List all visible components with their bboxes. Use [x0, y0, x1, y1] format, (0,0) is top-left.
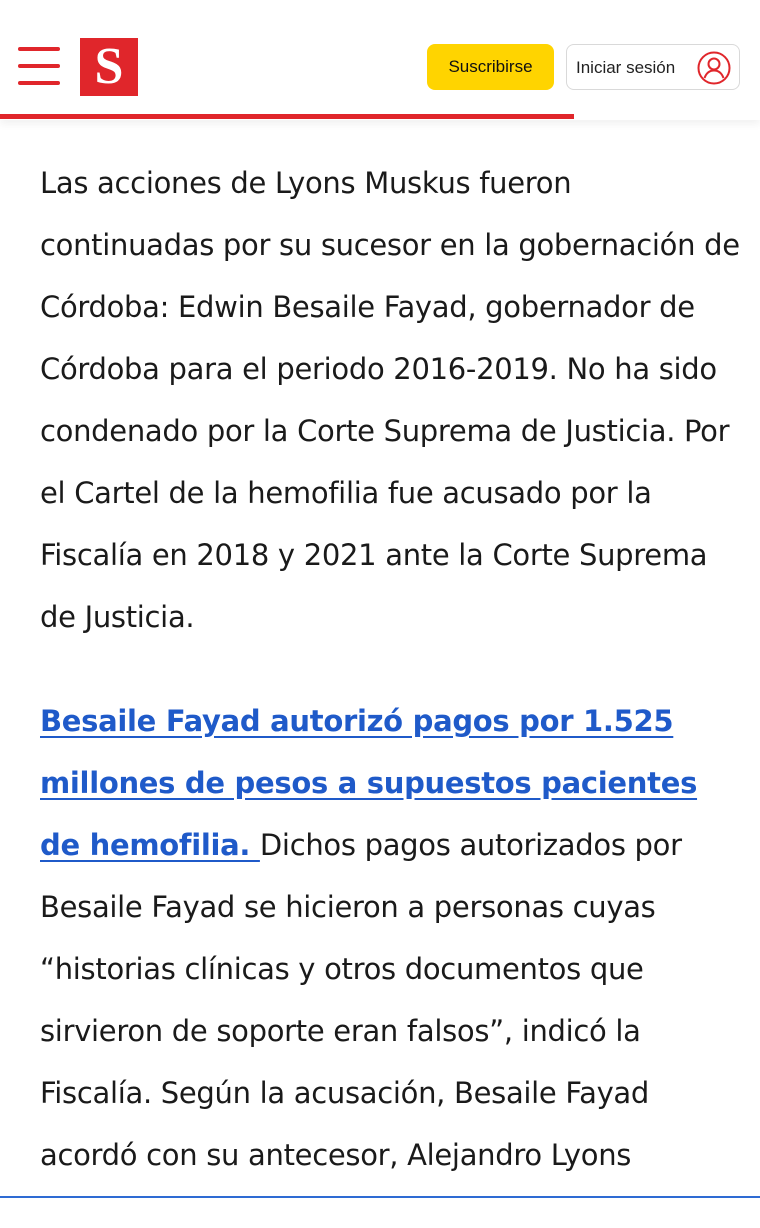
bottom-divider	[0, 1196, 760, 1198]
menu-bar	[18, 64, 60, 68]
site-header	[0, 0, 760, 120]
login-button[interactable]	[566, 44, 740, 90]
article-paragraph: Las acciones de Lyons Muskus fueron continuadas por su sucesor en la gobernación de Córdoba: Edwin Besaile Fayad, gobernador de Córdoba para el periodo 2016-2019. No ha sido condenado por la Corte Suprema de Justicia. Por el Cartel de la hemofilia fue acusado por la Fiscalía en 2018 y 2021 ante la Corte Suprema de Justicia.	[40, 166, 740, 634]
menu-icon[interactable]	[18, 47, 62, 87]
progress-rule	[0, 114, 574, 119]
user-icon	[697, 51, 731, 85]
article-paragraph	[40, 690, 740, 1186]
article-paragraph-text: Dichos pagos autorizados por Besaile Fayad se hicieron a personas cuyas “historias clínicas y otros documentos que sirvieron de soporte eran falsos”, indicó la Fiscalía. Según la acusación, Besaile Fayad acordó con su antecesor, Alejandro Lyons	[40, 828, 682, 1172]
subscribe-button[interactable]: Suscribirse	[427, 44, 554, 90]
menu-bar	[18, 81, 60, 85]
article-body	[40, 152, 740, 1228]
article-link[interactable]: Besaile Fayad autorizó pagos por 1.525 millones de pesos a supuestos pacientes de hemofilia.	[40, 704, 698, 862]
menu-bar	[18, 47, 60, 51]
site-logo[interactable]: S	[80, 38, 138, 96]
login-label: Iniciar sesión	[576, 58, 676, 77]
